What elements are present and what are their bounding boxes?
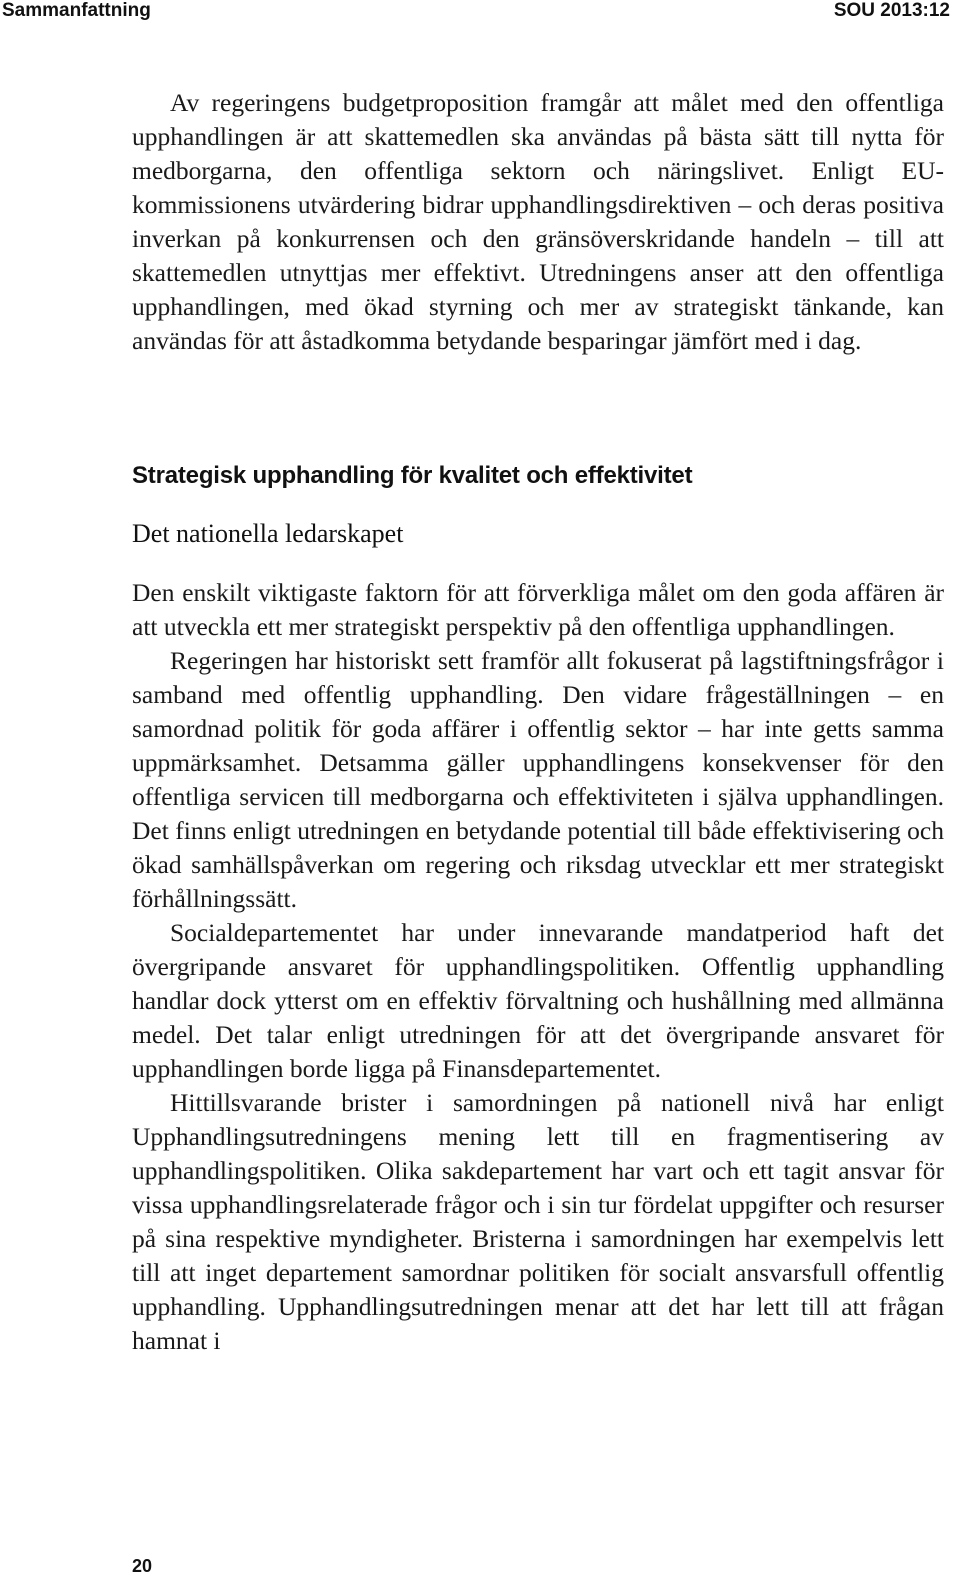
body-paragraph: Regeringen har historiskt sett framför allt fokuserat på lagstiftningsfrågor i samband med offentlig upphandling. Den vidare frågeställningen – en samordnad politik för goda affärer i offentlig sektor – har inte getts samma uppmärksamhet. Detsamma gäller upphandlingens konsekvenser för den offentliga servicen till medborgarna och effektiviteten i själva upphandlingen. Det finns enligt utredningen en betydande potential till både effektivisering och ökad samhällspåverkan om regering och riksdag utvecklar ett mer strategiskt förhållningssätt.	[132, 646, 944, 913]
page-number: 20	[132, 1556, 153, 1576]
section-heading: Strategisk upphandling för kvalitet och effektivitet	[132, 462, 693, 489]
header-section-title: Sammanfattning	[2, 0, 151, 21]
header-document-reference: SOU 2013:12	[833, 0, 950, 21]
intro-paragraph: Av regeringens budgetproposition framgår att målet med den offentliga upphandlingen är att skattemedlen ska användas på bästa sätt till nytta för medborgarna, den offentliga sektorn och näringslivet. Enligt EU-kommissionens utvärdering bidrar upphandlingsdirektiven – och deras positiva inverkan på konkurrensen och den gränsöverskridande handeln – till att skattemedlen utnyttjas mer effektivt. Utredningens anser att den offentliga upphandlingen, med ökad styrning och mer av strategiskt tänkande, kan användas för att åstadkomma betydande besparingar jämfört med i dag.	[132, 88, 944, 355]
intro-block	[132, 86, 944, 358]
main-text	[132, 576, 944, 1358]
sub-heading: Det nationella ledarskapet	[132, 519, 404, 548]
body-paragraph: Den enskilt viktigaste faktorn för att förverkliga målet om den goda affären är att utveckla ett mer strategiskt perspektiv på den offentliga upphandlingen.	[132, 578, 944, 641]
body-paragraph: Socialdepartementet har under innevarande mandatperiod haft det övergripande ansvaret för upphandlingspolitiken. Offentlig upphandling handlar dock ytterst om en effektiv förvaltning och hushållning med allmänna medel. Det talar enligt utredningen för att det övergripande ansvaret för upphandlingen borde ligga på Finansdepartementet.	[132, 918, 944, 1083]
running-header	[0, 0, 960, 26]
body-paragraph: Hittillsvarande brister i samordningen på nationell nivå har enligt Upphandlingsutredningens mening lett till en fragmentisering av upphandlingspolitiken. Olika sakdepartement har vart och ett tagit ansvar för vissa upphandlingsrelaterade frågor och i sin tur fördelat uppgifter och resurser på sina respektive myndigheter. Bristerna i samordningen har exempelvis lett till att inget departement samordnar politiken för socialt ansvarsfull offentlig upphandling. Upphandlingsutredningen menar att det har lett till att frågan hamnat i	[132, 1088, 944, 1355]
